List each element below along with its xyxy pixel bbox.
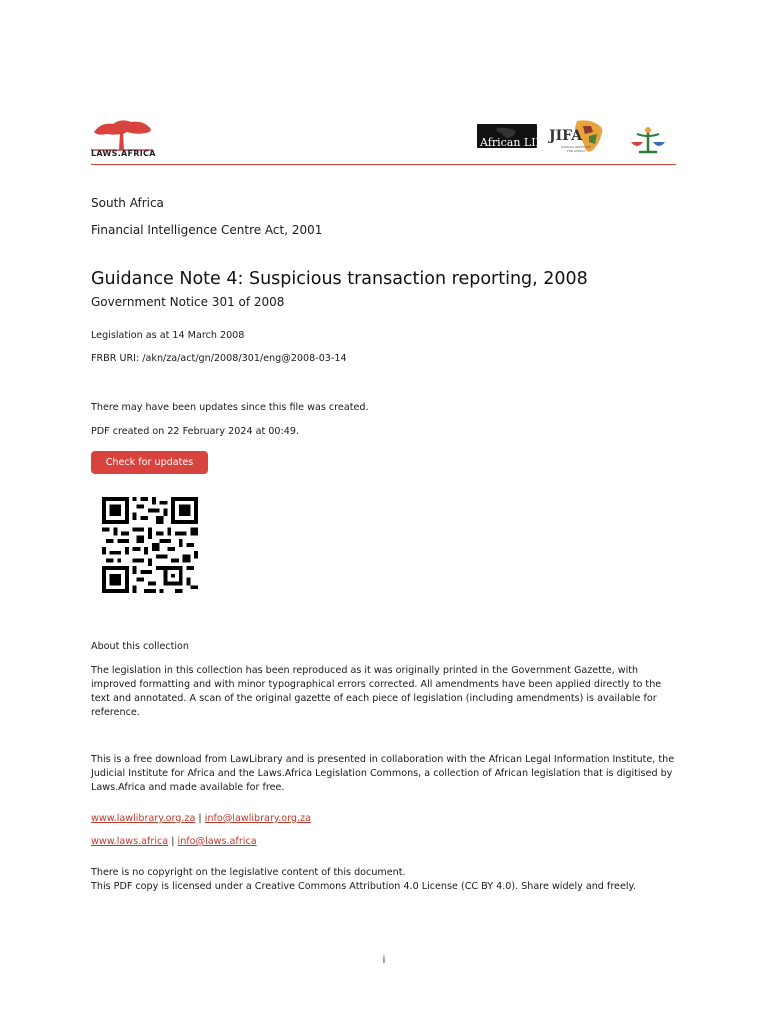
lawlibrary-email-link[interactable]: info@lawlibrary.org.za — [204, 813, 311, 824]
jifa-logo-text: JIFA — [549, 128, 583, 144]
laws-africa-logo-text: LAWS.AFRICA — [91, 149, 156, 158]
qr-code-icon — [100, 497, 200, 593]
country: South Africa — [91, 196, 164, 210]
link-separator: | — [171, 836, 175, 847]
african-lii-logo — [477, 124, 540, 149]
check-for-updates-button[interactable]: Check for updates — [91, 451, 208, 474]
jifa-logo-subtext: JUDICIAL INSTITUTE FOR AFRICA — [561, 145, 591, 153]
jifa-logo — [549, 118, 607, 156]
updates-note: There may have been updates since this file was created. — [91, 402, 369, 413]
lawlibrary-logo — [617, 112, 679, 160]
lawlibrary-website-link[interactable]: www.lawlibrary.org.za — [91, 813, 196, 824]
laws-africa-links — [91, 836, 257, 847]
lawlibrary-links — [91, 813, 311, 824]
copyright-notice: There is no copyright on the legislative content of this document. — [91, 867, 406, 878]
laws-africa-email-link[interactable]: info@laws.africa — [177, 836, 257, 847]
parent-act: Financial Intelligence Centre Act, 2001 — [91, 223, 323, 237]
frbr-uri: FRBR URI: /akn/za/act/gn/2008/301/eng@2008-03-14 — [91, 353, 347, 364]
african-lii-logo-text: African LII — [480, 136, 540, 149]
about-collection-text: The legislation in this collection has been reproduced as it was originally printed in the Government Gazette, with improved formatting and with minor typographical errors corrected. All amendments have been applied directly to the text and annotated. A scan of the original gazette of each piece of legislation (including amendments) is available for reference. — [91, 665, 662, 718]
page-number: i — [382, 955, 386, 966]
pdf-created-date: PDF created on 22 February 2024 at 00:49. — [91, 426, 300, 437]
free-download-text: This is a free download from LawLibrary and is presented in collaboration with the African Legal Information Institute, the Judicial Institute for Africa and the Laws.Africa Legislation Commons, a collection of African legislation that is digitised by Laws.Africa and made available for free. — [91, 754, 675, 793]
legislation-as-at: Legislation as at 14 March 2008 — [91, 330, 245, 341]
document-subtitle: Government Notice 301 of 2008 — [91, 295, 285, 309]
license-notice: This PDF copy is licensed under a Creative Commons Attribution 4.0 License (CC BY 4.0). Share widely and freely. — [91, 881, 636, 892]
document-title: Guidance Note 4: Suspicious transaction reporting, 2008 — [91, 269, 588, 289]
page-header — [91, 112, 676, 165]
laws-africa-website-link[interactable]: www.laws.africa — [91, 836, 169, 847]
lawlibrary-scales-icon — [617, 112, 679, 160]
link-separator: | — [198, 813, 202, 824]
about-collection-heading: About this collection — [91, 641, 189, 652]
